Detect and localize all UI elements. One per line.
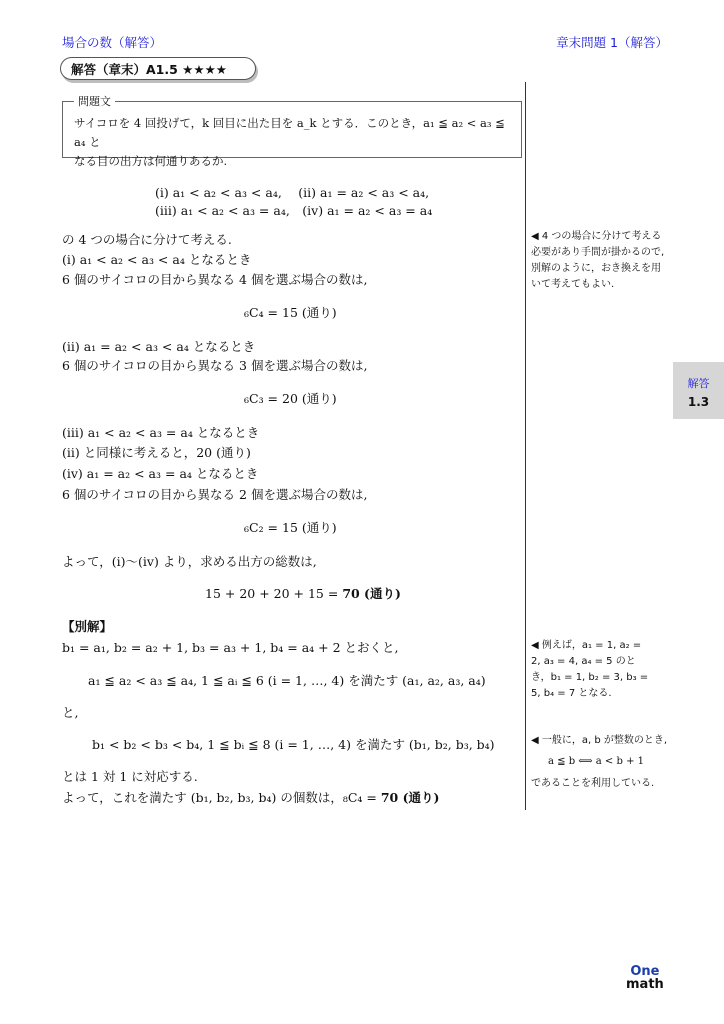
logo-text-bottom: math bbox=[626, 977, 664, 992]
side-note-2 bbox=[531, 638, 648, 702]
total-value: 70 (通り) bbox=[342, 586, 401, 601]
side-note-2-line: ◀ 例えば，a₁ = 1, a₂ = bbox=[531, 640, 642, 651]
alt-substitution: b₁ = a₁, b₂ = a₂ + 1, b₃ = a₃ + 1, b₄ = a₄ + 2 とおくと, bbox=[62, 640, 399, 655]
case1-body: 6 個のサイコロの目から異なる 4 個を選ぶ場合の数は, bbox=[62, 272, 368, 287]
side-note-3-line3: であることを利用している. bbox=[531, 778, 655, 789]
side-note-2-line: 5, b₄ = 7 となる. bbox=[531, 688, 612, 699]
split-text: の 4 つの場合に分けて考える. bbox=[62, 232, 232, 247]
problem-text-line2: なる目の出方は何通りあるか. bbox=[74, 154, 228, 168]
total-expression: 15 + 20 + 20 + 15 = bbox=[205, 586, 343, 601]
section-tab-number: 1.3 bbox=[687, 395, 710, 409]
header-section-title: 場合の数（解答） bbox=[62, 35, 163, 50]
alt-conclusion-text: よって，これを満たす (b₁, b₂, b₃, b₄) の個数は，₈C₄ = bbox=[62, 790, 381, 805]
case3-heading: (iii) a₁ < a₂ < a₃ = a₄ となるとき bbox=[62, 425, 260, 440]
alt-one-to-one: とは 1 対 1 に対応する. bbox=[62, 769, 198, 784]
cases-row2: (iii) a₁ < a₂ < a₃ = a₄, (iv) a₁ = a₂ < a₃ = a₄ bbox=[155, 203, 433, 218]
side-note-3-line1: ◀ 一般に，a, b が整数のとき, bbox=[531, 735, 668, 746]
side-note-1-line: 別解のように，おき換えを用 bbox=[531, 263, 661, 274]
case4-heading: (iv) a₁ = a₂ < a₃ = a₄ となるとき bbox=[62, 466, 259, 481]
section-tab-label: 解答 bbox=[687, 377, 710, 390]
side-note-3-line2: a ≦ b ⟺ a < b + 1 bbox=[548, 756, 644, 767]
case2-heading: (ii) a₁ = a₂ < a₃ < a₄ となるとき bbox=[62, 339, 256, 354]
case3-body: (ii) と同様に考えると，20 (通り) bbox=[62, 445, 251, 460]
total-line bbox=[205, 584, 401, 602]
alt-condition-b: b₁ < b₂ < b₃ < b₄, 1 ≦ bᵢ ≦ 8 (i = 1, …, 4) を満たす (b₁, b₂, b₃, b₄) bbox=[92, 737, 495, 752]
case2-body: 6 個のサイコロの目から異なる 3 個を選ぶ場合の数は, bbox=[62, 358, 368, 373]
section-tab bbox=[673, 362, 724, 419]
alt-conclusion bbox=[62, 788, 439, 806]
alt-heading: 【別解】 bbox=[62, 619, 113, 634]
problem-label: 問題文 bbox=[74, 93, 115, 109]
side-note-1-line: いて考えてもよい. bbox=[531, 279, 615, 290]
alt-condition-a: a₁ ≦ a₂ < a₃ ≦ a₄, 1 ≦ aᵢ ≦ 6 (i = 1, …, 4) を満たす (a₁, a₂, a₃, a₄) bbox=[88, 673, 486, 688]
answer-title-badge: 解答（章末）A1.5 ★★★★ bbox=[60, 57, 256, 80]
case1-result: ₆C₄ = 15 (通り) bbox=[244, 305, 337, 320]
margin-divider bbox=[525, 82, 526, 810]
side-note-1 bbox=[531, 229, 664, 293]
case4-result: ₆C₂ = 15 (通り) bbox=[244, 520, 337, 535]
side-note-2-line: 2, a₃ = 4, a₄ = 5 のと bbox=[531, 656, 636, 667]
cases-row1: (i) a₁ < a₂ < a₃ < a₄, (ii) a₁ = a₂ < a₃ < a₄, bbox=[155, 185, 430, 200]
alt-conclusion-value: 70 (通り) bbox=[380, 790, 440, 805]
side-note-2-line: き，b₁ = 1, b₂ = 3, b₃ = bbox=[531, 672, 649, 683]
problem-text bbox=[74, 114, 514, 171]
side-note-1-line: ◀ 4 つの場合に分けて考える bbox=[531, 231, 662, 242]
alt-to: と, bbox=[62, 705, 79, 720]
onemath-logo bbox=[626, 965, 664, 991]
case4-body: 6 個のサイコロの目から異なる 2 個を選ぶ場合の数は, bbox=[62, 487, 368, 502]
side-note-1-line: 必要があり手間が掛かるので, bbox=[531, 247, 665, 258]
case1-heading: (i) a₁ < a₂ < a₃ < a₄ となるとき bbox=[62, 252, 252, 267]
header-chapter-title: 章末問題 1（解答） bbox=[556, 35, 668, 50]
total-intro: よって，(i)〜(iv) より，求める出方の総数は, bbox=[62, 554, 317, 569]
logo-text-top: One bbox=[630, 964, 660, 979]
case2-result: ₆C₃ = 20 (通り) bbox=[244, 391, 337, 406]
problem-text-line1: サイコロを 4 回投げて，k 回目に出た目を a_k とする．このとき，a₁ ≦ a₂ < a₃ ≦ a₄ と bbox=[74, 116, 505, 149]
